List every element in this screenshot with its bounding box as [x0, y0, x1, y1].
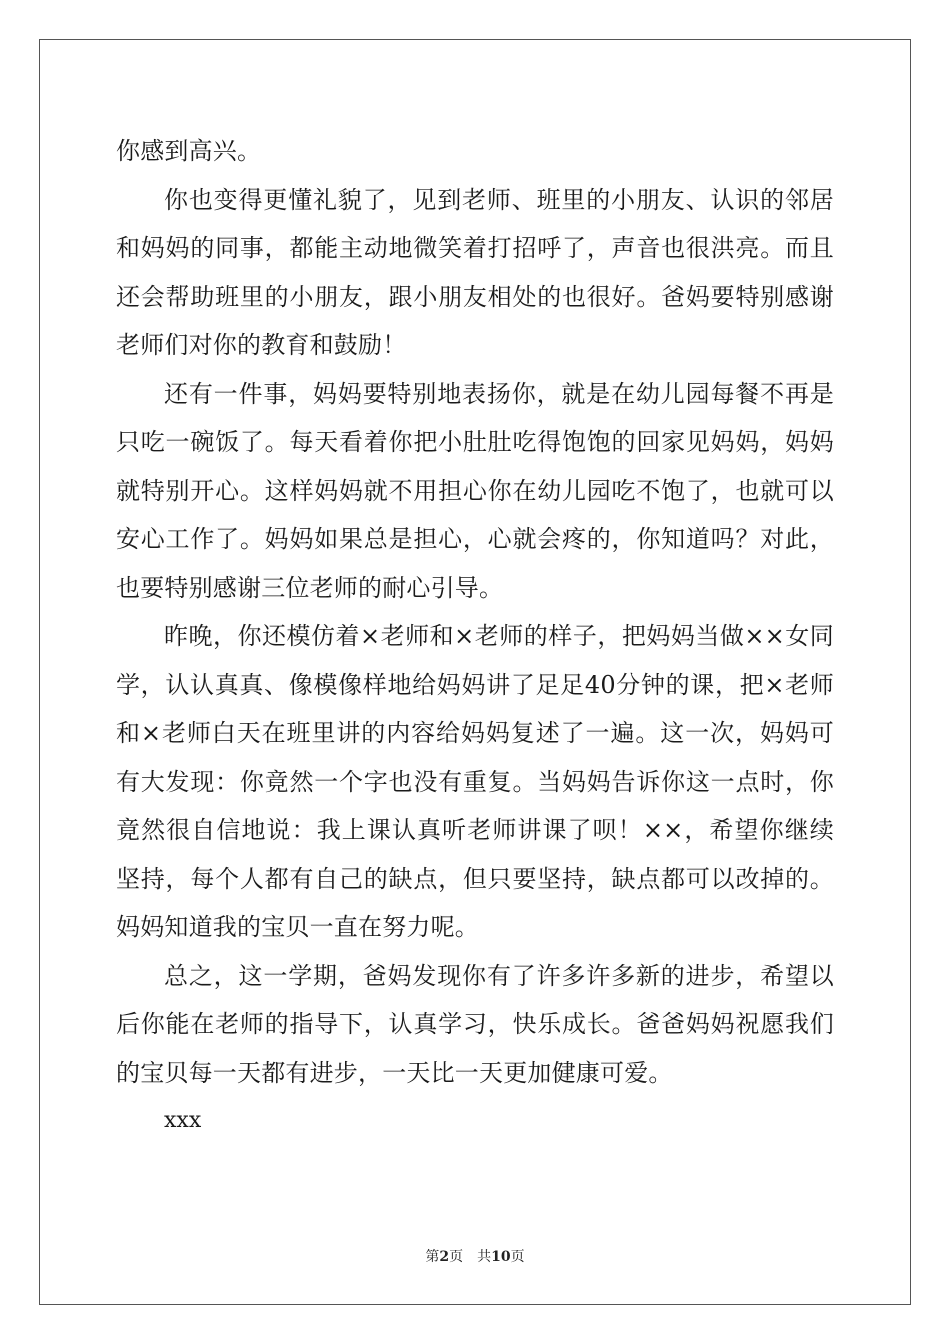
document-body — [116, 127, 834, 1146]
footer-prefix: 第 — [425, 1249, 440, 1265]
footer-total-prefix: 共 — [477, 1249, 492, 1265]
signature: xxx — [164, 1108, 202, 1133]
paragraph-3: 还有一件事，妈妈要特别地表扬你，就是在幼儿园每餐不再是只吃一碗饭了。每天看着你把小肚肚吃得饱饱的回家见妈妈，妈妈就特别开心。这样妈妈就不用担心你在幼儿园吃不饱了，也就可以安心工作了。妈妈如果总是担心，心就会疼的，你知道吗？对此，也要特别感谢三位老师的耐心引导。 — [116, 379, 834, 602]
page-footer — [0, 1247, 950, 1267]
paragraph-1: 你感到高兴。 — [116, 137, 262, 165]
paragraph-4: 昨晚，你还模仿着×老师和×老师的样子，把妈妈当做××女同学，认认真真、像模像样地给妈妈讲了足足40分钟的课，把×老师和×老师白天在班里讲的内容给妈妈复述了一遍。这一次，妈妈可有大发现：你竟然一个字也没有重复。当妈妈告诉你这一点时，你竟然很自信地说：我上课认真听老师讲课了呗！××，希望你继续坚持，每个人都有自己的缺点，但只要坚持，缺点都可以改掉的。妈妈知道我的宝贝一直在努力呢。 — [116, 622, 834, 941]
footer-total-suffix: 页 — [510, 1249, 525, 1265]
footer-page-suffix: 页 — [449, 1249, 464, 1265]
footer-total-pages: 10 — [491, 1249, 511, 1265]
paragraph-2: 你也变得更懂礼貌了，见到老师、班里的小朋友、认识的邻居和妈妈的同事，都能主动地微笑着打招呼了，声音也很洪亮。而且还会帮助班里的小朋友，跟小朋友相处的也很好。爸妈要特别感谢老师们对你的教育和鼓励！ — [116, 185, 834, 359]
footer-page-number: 2 — [439, 1249, 450, 1265]
paragraph-5: 总之，这一学期，爸妈发现你有了许多许多新的进步，希望以后你能在老师的指导下，认真学习，快乐成长。爸爸妈妈祝愿我们的宝贝每一天都有进步，一天比一天更加健康可爱。 — [116, 961, 834, 1087]
